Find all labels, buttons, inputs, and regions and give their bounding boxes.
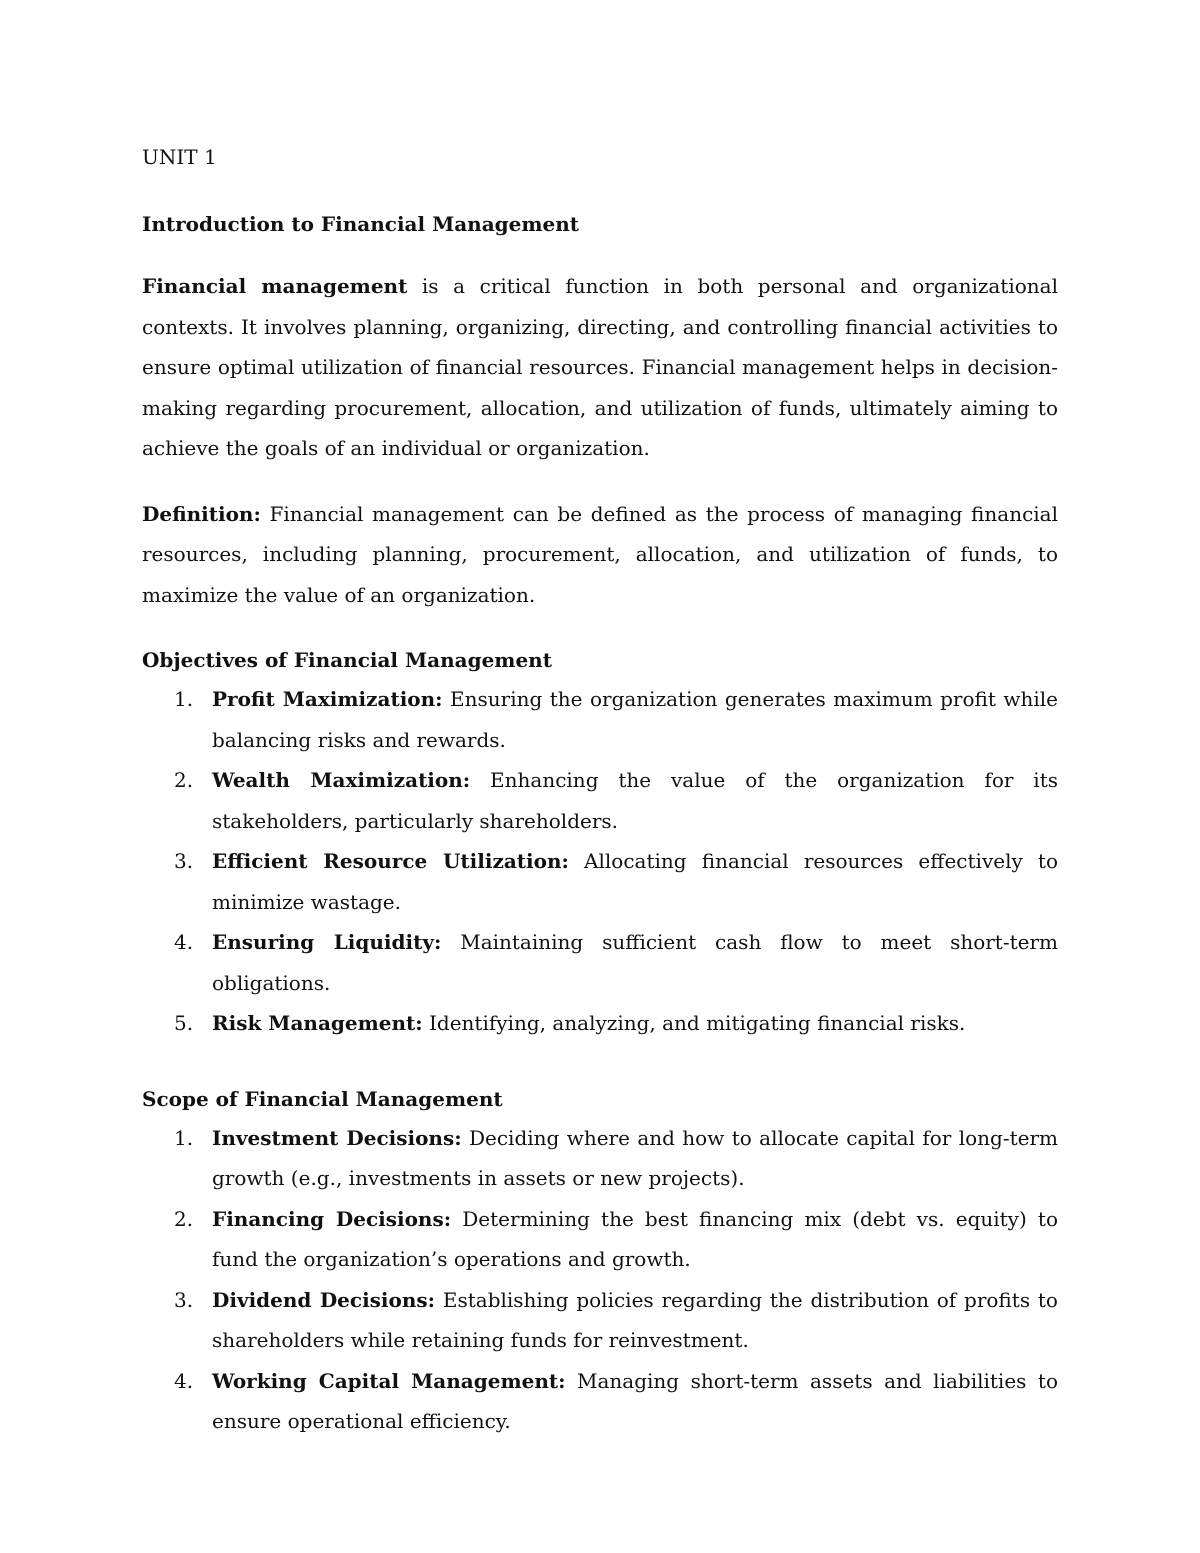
list-text: Ensuring the organization generates maximum profit while balancing risks and rewards. [212,687,1058,752]
definition-text: Financial management can be defined as the process of managing financial resources, including planning, procurement, allocation, and utilization of funds, to maximize the value of an organization. [142,501,1058,607]
list-item [142,679,1058,760]
list-item [142,841,1058,922]
list-text: Enhancing the value of the organization for its stakeholders, particularly shareholders. [212,768,1058,833]
intro-paragraph [142,266,1058,469]
objectives-title: Objectives of Financial Management [142,648,552,672]
list-text: Allocating financial resources effectively to minimize wastage. [212,849,1059,914]
scope-list [142,1118,1058,1442]
objectives-list [142,679,1058,1044]
list-number: 3. [174,849,194,873]
list-text: Managing short-term assets and liabilities to ensure operational efficiency. [212,1368,1058,1433]
list-term: Efficient Resource Utilization: [212,849,569,873]
document-page [142,140,1058,1442]
list-item [142,1280,1058,1361]
list-term: Wealth Maximization: [212,768,471,792]
page-title: Introduction to Financial Management [142,212,580,236]
list-number: 1. [174,687,194,711]
list-item [142,1003,1058,1044]
list-item [142,1199,1058,1280]
scope-title: Scope of Financial Management [142,1086,503,1111]
list-item [142,760,1058,841]
list-text: Determining the best financing mix (debt vs. equity) to fund the organization’s operations and growth. [212,1206,1059,1271]
list-text: Deciding where and how to allocate capital for long-term growth (e.g., investments in assets or new projects). [212,1125,1058,1190]
list-item [142,1118,1058,1199]
list-text: Maintaining sufficient cash flow to meet short-term obligations. [212,930,1059,995]
list-number: 5. [174,1011,194,1035]
list-number: 3. [174,1287,194,1312]
list-term: Working Capital Management: [212,1368,566,1393]
intro-text: is a critical function in both personal and organizational contexts. It involves planning, organizing, directing, and controlling financial activities to ensure optimal utilization of financial resources. Financial management helps in decision-making regarding procurement, allocation, and utilization of funds, ultimately aiming to achieve the goals of an individual or organization. [142,274,1058,460]
list-number: 4. [174,1368,194,1393]
list-number: 2. [174,1206,194,1231]
list-term: Investment Decisions: [212,1125,462,1150]
list-number: 1. [174,1125,194,1150]
list-text: Identifying, analyzing, and mitigating financial risks. [422,1011,966,1035]
definition-paragraph [142,494,1058,616]
list-term: Financing Decisions: [212,1206,452,1231]
list-text: Establishing policies regarding the distribution of profits to shareholders while retaining funds for reinvestment. [212,1287,1058,1352]
list-term: Profit Maximization: [212,687,443,711]
list-item [142,922,1058,1003]
list-term: Dividend Decisions: [212,1287,436,1312]
list-term: Ensuring Liquidity: [212,930,442,954]
list-number: 4. [174,930,194,954]
definition-term: Definition: [142,501,261,526]
list-number: 2. [174,768,194,792]
list-item [142,1361,1058,1442]
list-term: Risk Management: [212,1011,423,1035]
intro-term: Financial management [142,274,408,298]
unit-label: UNIT 1 [142,145,217,169]
